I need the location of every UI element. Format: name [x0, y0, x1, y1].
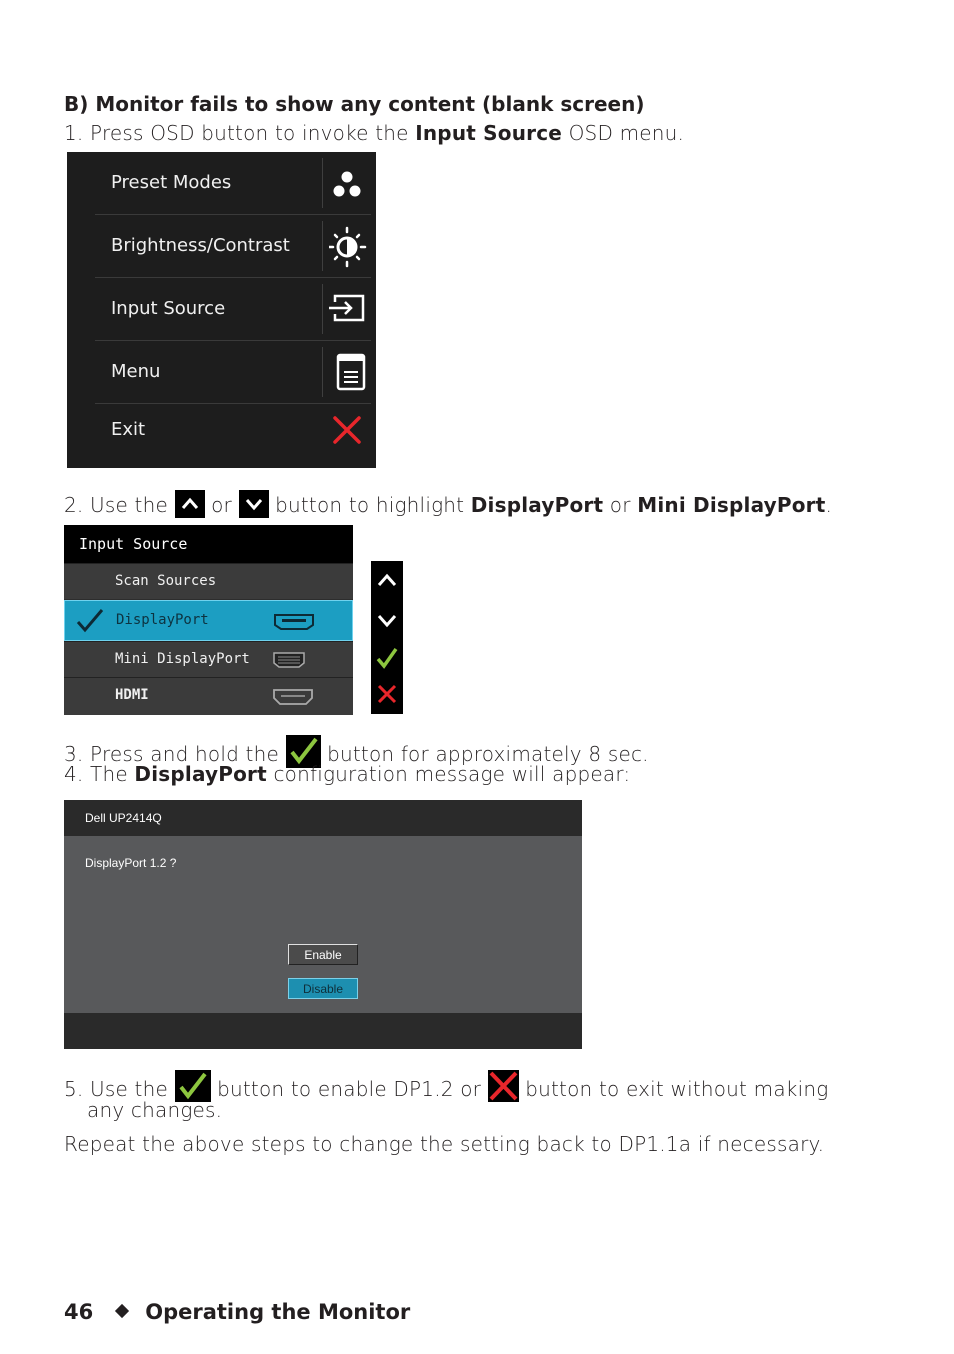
step-4-bold: DisplayPort: [134, 762, 267, 786]
input-item-label: Mini DisplayPort: [115, 651, 250, 667]
input-item-hdmi[interactable]: [64, 677, 353, 715]
osd-item-exit[interactable]: [95, 404, 371, 466]
osd-main-menu: [67, 152, 376, 468]
input-source-menu: [64, 525, 353, 714]
step-5-continued: [87, 1098, 222, 1122]
close-icon[interactable]: [376, 683, 398, 705]
checkmark-icon: [75, 608, 105, 634]
step-2-text-mid: button to highlight: [268, 493, 471, 517]
dialog-message: DisplayPort 1.2 ?: [85, 856, 177, 870]
down-arrow-icon[interactable]: [376, 609, 398, 631]
dialog-title-bar: [64, 800, 582, 836]
footer-section-title: Operating the Monitor: [145, 1300, 411, 1324]
input-item-label: Scan Sources: [115, 573, 217, 589]
exit-icon: [323, 410, 371, 460]
osd-item-label: Preset Modes: [111, 172, 232, 193]
brightness-icon: [322, 221, 371, 271]
step-2-or-2: or: [603, 493, 638, 517]
step-2-text: 2. Use the: [64, 493, 175, 517]
step-5-text-mid: button to enable DP1.2 or: [210, 1077, 488, 1101]
step-2-bold-dp: DisplayPort: [470, 493, 604, 517]
step-3-text-end: button for approximately 8 sec.: [320, 742, 649, 766]
dialog-footer-bar: [64, 1013, 582, 1049]
step-1-bold: Input Source: [415, 121, 563, 145]
step-2-period: .: [825, 493, 833, 517]
osd-item-label: Input Source: [111, 298, 226, 319]
osd-button-bar: [371, 561, 403, 714]
step-3-text: 3. Press and hold the: [64, 742, 286, 766]
osd-item-label: Menu: [111, 361, 161, 382]
step-1-text-end: OSD menu.: [562, 121, 685, 145]
step-5-text: 5. Use the: [64, 1077, 175, 1101]
input-item-mini-displayport[interactable]: [64, 641, 353, 678]
menu-icon: [322, 347, 371, 397]
step-2-bold-mdp: Mini DisplayPort: [637, 493, 826, 517]
step-4: [64, 762, 630, 786]
disable-button[interactable]: Disable: [288, 978, 358, 999]
osd-item-label: Brightness/Contrast: [111, 235, 290, 256]
step-4-text-end: configuration message will appear:: [266, 762, 631, 786]
step-5-text-cont: any changes.: [87, 1098, 223, 1122]
step-5-text-end: button to exit without making: [518, 1077, 829, 1101]
osd-item-brightness-contrast[interactable]: [95, 215, 371, 278]
step-1: [64, 121, 684, 145]
osd-item-label: Exit: [111, 419, 146, 440]
preset-modes-icon: [322, 158, 371, 208]
up-arrow-icon: [175, 490, 205, 518]
input-item-scan-sources[interactable]: [64, 563, 353, 599]
osd-item-menu[interactable]: [95, 341, 371, 404]
input-source-icon: [322, 284, 371, 334]
osd-item-preset-modes[interactable]: [95, 152, 371, 215]
up-arrow-icon[interactable]: [376, 570, 398, 592]
down-arrow-icon: [239, 490, 269, 518]
mini-displayport-connector-icon: [272, 651, 306, 669]
step-4-text: 4. The: [64, 762, 135, 786]
osd-item-input-source[interactable]: [95, 278, 371, 341]
page-footer: [64, 1300, 410, 1324]
enable-button[interactable]: Enable: [288, 944, 358, 965]
repeat-note: [64, 1132, 824, 1156]
repeat-note-text: Repeat the above steps to change the setting back to DP1.1a if necessary.: [64, 1132, 825, 1156]
displayport-config-dialog: [64, 800, 582, 1049]
input-source-title-bar: [64, 525, 353, 563]
hdmi-connector-icon: [272, 688, 314, 706]
step-2: [64, 490, 832, 518]
page-number: 46: [64, 1300, 94, 1324]
input-source-title: Input Source: [79, 535, 188, 553]
input-item-label: DisplayPort: [116, 612, 209, 628]
dialog-title: Dell UP2414Q: [85, 811, 162, 825]
step-1-text: 1. Press OSD button to invoke the: [64, 121, 416, 145]
input-item-label: HDMI: [115, 687, 149, 703]
step-2-or: or: [204, 493, 239, 517]
section-heading: B) Monitor fails to show any content (blank screen): [64, 92, 645, 116]
checkmark-icon[interactable]: [376, 647, 398, 669]
input-item-displayport[interactable]: [64, 600, 353, 641]
displayport-connector-icon: [273, 613, 315, 631]
diamond-icon: [115, 1304, 129, 1318]
close-icon: [488, 1070, 519, 1102]
